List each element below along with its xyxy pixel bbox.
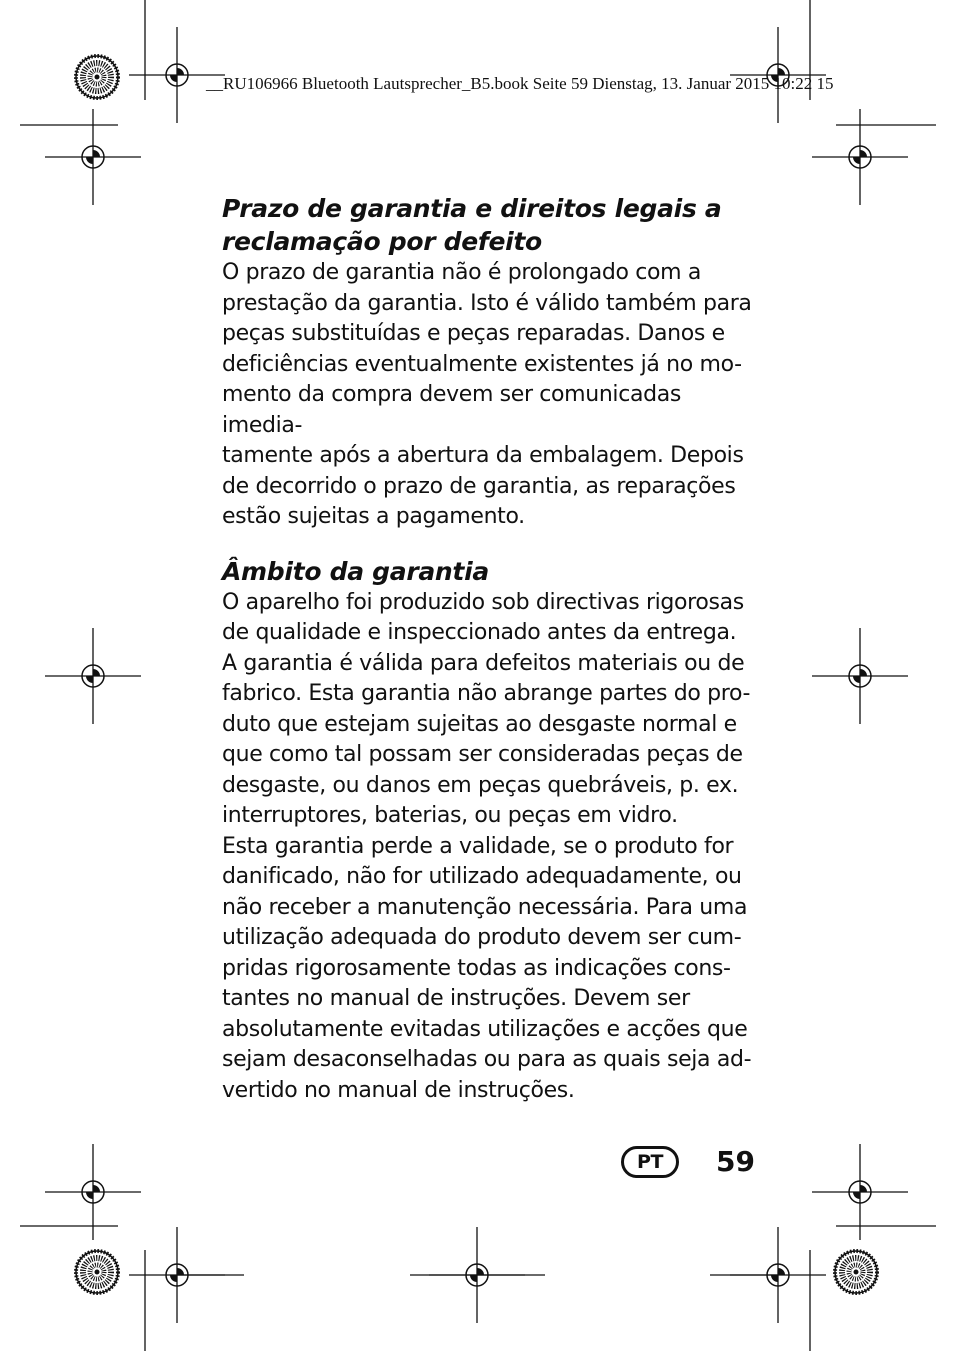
registration-mark-icon	[812, 109, 908, 205]
star-target-icon	[835, 1251, 877, 1293]
paragraph: O aparelho foi produzido sob directivas rigorosas de qualidade e inspeccionado antes da entrega. A garantia é válida para defeitos materiais ou de fabrico. Esta garantia não abrange partes do pro- duto que estejam sujeitas ao desgaste normal e que como tal possam ser consideradas peças de desgaste, ou danos em peças quebráveis, p. ex. interruptores, baterias, ou peças em vidro.	[222, 589, 751, 828]
registration-mark-icon	[45, 109, 141, 205]
page-footer	[621, 1142, 761, 1182]
section-heading: Âmbito da garantia	[222, 556, 489, 586]
page-content	[222, 192, 762, 1106]
paragraph: O prazo de garantia não é prolongado com a prestação da garantia. Isto é válido também para peças substituídas e peças reparadas. Danos e deficiências eventualmente existentes já no mo- mento da compra devem ser comunicadas imedia- tamente após a abertura da embalagem. Depois de decorrido o prazo de garantia, as reparações estão sujeitas a pagamento.	[222, 260, 752, 529]
section-heading: Prazo de garantia e direitos legais a reclamação por defeito	[222, 194, 722, 256]
section-warranty-scope	[222, 555, 762, 1107]
registration-mark-icon	[45, 628, 141, 724]
registration-mark-icon	[812, 628, 908, 724]
page-number: 59	[716, 1145, 755, 1178]
star-target-icon	[76, 1251, 118, 1293]
section-warranty-period	[222, 192, 762, 533]
language-badge: PT	[621, 1146, 679, 1178]
star-target-icon	[76, 56, 118, 98]
paragraph: Esta garantia perde a validade, se o produto for danificado, não for utilizado adequadamente, ou não receber a manutenção necessária. Para uma utilização adequada do produto devem ser cum- pridas rigorosamente todas as indicações cons- tantes no manual de instruções. Devem ser absolutamente evitadas utilizações e acções que sejam desaconselhadas ou para as quais seja ad- vertido no manual de instruções.	[222, 833, 752, 1103]
print-slug: __RU106966 Bluetooth Lautsprecher_B5.book Seite 59 Dienstag, 13. Januar 2015 10:22 15	[206, 74, 834, 93]
